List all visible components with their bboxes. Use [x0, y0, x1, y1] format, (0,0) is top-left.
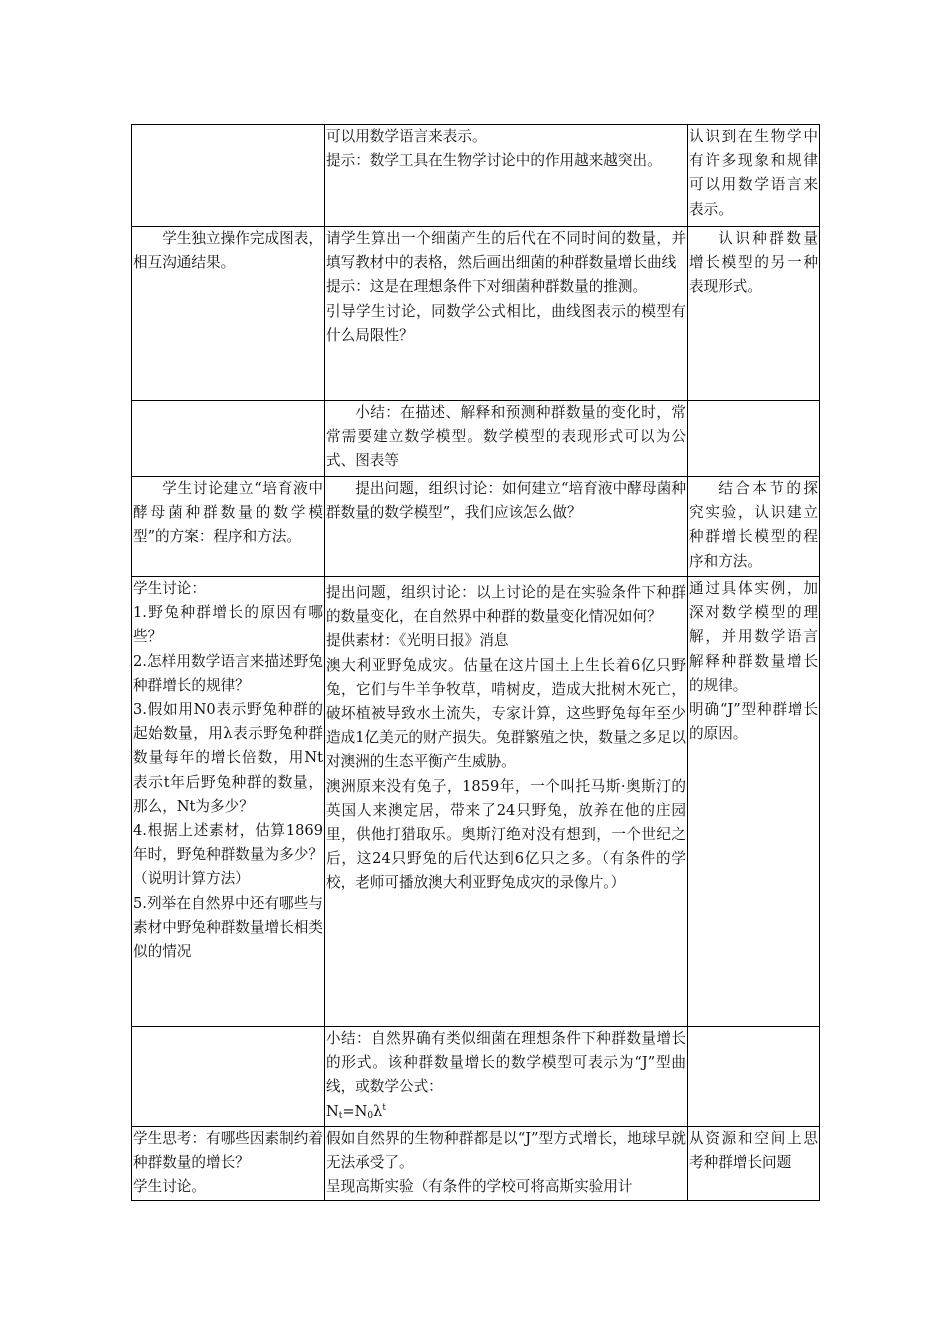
paragraph: 请学生算出一个细菌产生的后代在不同时间的数量，并填写教材中的表格，然后画出细菌的种群数量增长曲线: [326, 230, 686, 272]
intent-cell: [688, 1127, 820, 1201]
question-5: 5.列举在自然界中还有哪些与素材中野兔种群数量增长相类似的情况: [133, 894, 323, 961]
table-row: [132, 227, 820, 401]
intent-cell: [688, 577, 820, 1027]
paragraph: 澳洲原来没有兔子，1859年，一个叫托马斯·奥斯汀的英国人来澳定居，带来了24只野兔，放养在他的庄园里，供他打猎取乐。奥斯汀绝对没有想到，一个世纪之后，这24只野兔的后代达到6亿只之多。（有条件的学校，老师可播放澳大利亚野兔成灾的录像片。）: [326, 777, 686, 892]
intent-cell: [688, 125, 820, 227]
student-activity-cell: [132, 125, 325, 227]
teacher-activity-cell: [325, 577, 688, 1027]
table-row: [132, 1027, 820, 1127]
paragraph: 可以用数学语言来表示。: [326, 128, 487, 145]
question-1: 1.野兔种群增长的原因有哪些？: [133, 604, 323, 646]
paragraph: 学生讨论。: [133, 1178, 206, 1196]
teacher-activity-cell: [325, 477, 688, 577]
student-activity-cell: [132, 577, 325, 1027]
paragraph: 提示：这是在理想条件下对细菌种群数量的推测。: [326, 278, 648, 296]
table-row: [132, 477, 820, 577]
paragraph: 从资源和空间上思考种群增长问题: [689, 1130, 818, 1172]
paragraph: 小结：自然界确有类似细菌在理想条件下种群数量增长的形式。该种群数量增长的数学模型可表示为“J”型曲线，或数学公式：: [326, 1030, 686, 1096]
teacher-activity-cell: [325, 401, 688, 477]
student-activity-cell: [132, 227, 325, 401]
teacher-activity-cell: [325, 1127, 688, 1201]
student-activity-cell: [132, 477, 325, 577]
paragraph: 认识到在生物学中有许多现象和规律可以用数学语言来表示。: [689, 128, 818, 218]
paragraph: 学生讨论建立“培育液中酵母菌种群数量的数学模型”的方案：程序和方法。: [133, 480, 323, 546]
student-activity-cell: [132, 401, 325, 477]
teacher-activity-cell: [325, 227, 688, 401]
intent-cell: [688, 1027, 820, 1127]
question-2: 2.怎样用数学语言来描述野兔种群增长的规律？: [133, 652, 323, 694]
paragraph: 认识种群数量增长模型的另一种表现形式。: [689, 230, 818, 296]
paragraph: 提供素材：《光明日报》消息: [326, 632, 509, 650]
paragraph: 通过具体实例，加深对数学模型的理解，并用数学语言解释种群数量增长的规律。: [689, 580, 818, 694]
intent-cell: [688, 401, 820, 477]
formula: $N_t=N_0\lambda^t$: [326, 1102, 387, 1121]
question-4: 4.根据上述素材，估算1869年时，野兔种群数量为多少？（说明计算方法）: [133, 822, 323, 888]
paragraph: 结合本节的探究实验，认识建立种群增长模型的程序和方法。: [689, 480, 818, 570]
table-row: [132, 1127, 820, 1201]
teacher-activity-cell: [325, 125, 688, 227]
paragraph: 学生独立操作完成图表，相互沟通结果。: [133, 230, 323, 272]
paragraph: 提出问题，组织讨论：以上讨论的是在实验条件下种群的数量变化，在自然界中种群的数量变化情况如何？: [326, 584, 686, 626]
paragraph: 学生思考：有哪些因素制约着种群数量的增长？: [133, 1130, 323, 1172]
paragraph: 假如自然界的生物种群都是以“J”型方式增长，地球早就无法承受了。: [326, 1130, 686, 1172]
table-row: [132, 125, 820, 227]
paragraph: 学生讨论：: [133, 580, 206, 597]
teacher-activity-cell: [325, 1027, 688, 1127]
table-row: [132, 401, 820, 477]
paragraph: 呈现高斯实验（有条件的学校可将高斯实验用计: [326, 1178, 633, 1196]
table-row: [132, 577, 820, 1027]
paragraph: 提出问题，组织讨论：如何建立“培育液中酵母菌种群数量的数学模型”，我们应该怎么做？: [326, 480, 686, 522]
student-activity-cell: [132, 1127, 325, 1201]
intent-cell: [688, 477, 820, 577]
intent-cell: [688, 227, 820, 401]
question-3: 3.假如用N0表示野兔种群的起始数量，用λ表示野兔种群数量每年的增长倍数，用Nt表示t年后野兔种群的数量，那么，Nt为多少？: [133, 701, 323, 815]
paragraph: 澳大利亚野兔成灾。估量在这片国土上生长着6亿只野兔，它们与牛羊争牧草，啃树皮，造成大批树木死亡，破坏植被导致水土流失，专家计算，这些野兔每年至少造成1亿美元的财产损失。兔群繁殖之快，数量之多足以对澳洲的生态平衡产生威胁。: [326, 656, 686, 771]
student-activity-cell: [132, 1027, 325, 1127]
paragraph: 提示：数学工具在生物学讨论中的作用越来越突出。: [326, 152, 662, 170]
paragraph: 明确“J”型种群增长的原因。: [689, 701, 818, 743]
paragraph: 小结：在描述、解释和预测种群数量的变化时，常常需要建立数学模型。数学模型的表现形式可以为公式、图表等: [326, 404, 686, 470]
lesson-plan-table: [131, 124, 820, 1201]
paragraph: 引导学生讨论，同数学公式相比，曲线图表示的模型有什么局限性？: [326, 302, 686, 344]
